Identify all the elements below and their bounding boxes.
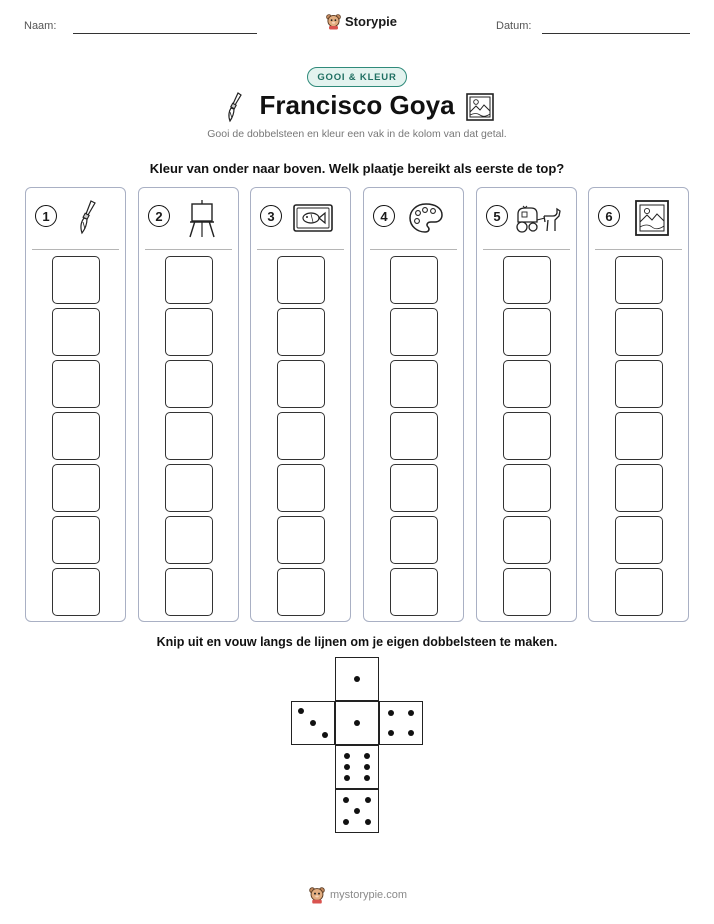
die-pip [322, 732, 328, 738]
column-6 [588, 187, 689, 622]
die-pip [364, 764, 370, 770]
column-1 [25, 187, 126, 622]
activity-badge: GOOI & KLEUR [307, 67, 407, 87]
color-cell[interactable] [390, 360, 438, 408]
storypie-mascot-icon [326, 13, 341, 30]
color-cell[interactable] [165, 412, 213, 460]
name-field[interactable] [73, 33, 257, 34]
date-field[interactable] [542, 33, 690, 34]
die-face-6 [335, 745, 379, 789]
page-title: Francisco Goya [259, 90, 455, 120]
color-cell[interactable] [503, 360, 551, 408]
column-number: 4 [373, 205, 395, 227]
column-number: 5 [486, 205, 508, 227]
color-cell[interactable] [277, 516, 325, 564]
color-cell[interactable] [503, 464, 551, 512]
column-number: 1 [35, 205, 57, 227]
die-pip [408, 710, 414, 716]
column-divider [483, 249, 570, 250]
fish-painting-icon [293, 204, 333, 232]
paintbrush-icon [226, 91, 244, 123]
column-divider [257, 249, 344, 250]
color-cell[interactable] [165, 360, 213, 408]
die-pip [344, 753, 350, 759]
color-cell[interactable] [52, 464, 100, 512]
die-pip [365, 797, 371, 803]
palette-icon [408, 202, 444, 234]
color-cell[interactable] [52, 516, 100, 564]
die-pip [310, 720, 316, 726]
color-cell[interactable] [52, 308, 100, 356]
color-cell[interactable] [165, 464, 213, 512]
color-cell[interactable] [503, 308, 551, 356]
color-cell[interactable] [615, 412, 663, 460]
color-cell[interactable] [615, 516, 663, 564]
color-cell[interactable] [52, 412, 100, 460]
die-pip [344, 775, 350, 781]
color-cell[interactable] [277, 464, 325, 512]
column-3 [250, 187, 351, 622]
die-pip [354, 808, 360, 814]
color-cell[interactable] [52, 256, 100, 304]
die-pip [388, 730, 394, 736]
color-cell[interactable] [503, 568, 551, 616]
die-face-4 [379, 701, 423, 745]
brand-name: Storypie [345, 14, 398, 29]
column-2 [138, 187, 239, 622]
die-pip [343, 819, 349, 825]
landscape-painting-icon [466, 93, 494, 121]
landscape-painting-icon [635, 200, 669, 236]
die-pip [408, 730, 414, 736]
column-number: 3 [260, 205, 282, 227]
column-number: 6 [598, 205, 620, 227]
color-cell[interactable] [52, 360, 100, 408]
color-cell[interactable] [277, 256, 325, 304]
name-label: Naam: [24, 20, 57, 32]
die-pip [388, 710, 394, 716]
subtitle: Gooi de dobbelsteen en kleur een vak in de kolom van dat getal. [207, 128, 507, 140]
column-4 [363, 187, 464, 622]
color-cell[interactable] [615, 464, 663, 512]
column-5 [476, 187, 577, 622]
storypie-mascot-icon [309, 886, 325, 904]
color-cell[interactable] [165, 568, 213, 616]
horse-carriage-icon [515, 204, 561, 234]
easel-icon [187, 199, 217, 239]
color-cell[interactable] [390, 308, 438, 356]
paintbrush-icon [78, 199, 98, 235]
color-cell[interactable] [390, 412, 438, 460]
footer [309, 886, 407, 904]
color-cell[interactable] [165, 308, 213, 356]
color-cell[interactable] [277, 568, 325, 616]
color-cell[interactable] [52, 568, 100, 616]
color-cell[interactable] [615, 568, 663, 616]
color-cell[interactable] [615, 360, 663, 408]
color-cell[interactable] [390, 464, 438, 512]
column-divider [145, 249, 232, 250]
column-divider [32, 249, 119, 250]
die-pip [343, 797, 349, 803]
die-pip [298, 708, 304, 714]
die-pip [354, 676, 360, 682]
color-cell[interactable] [165, 516, 213, 564]
die-pip [344, 764, 350, 770]
footer-url[interactable]: mystorypie.com [330, 889, 408, 901]
color-cell[interactable] [165, 256, 213, 304]
column-divider [370, 249, 457, 250]
color-cell[interactable] [503, 516, 551, 564]
color-cell[interactable] [277, 412, 325, 460]
instruction: Kleur van onder naar boven. Welk plaatje bereikt als eerste de top? [149, 161, 565, 176]
color-cell[interactable] [390, 568, 438, 616]
date-label: Datum: [496, 20, 532, 32]
color-cell[interactable] [615, 308, 663, 356]
die-pip [364, 753, 370, 759]
cut-instruction: Knip uit en vouw langs de lijnen om je eigen dobbelsteen te maken. [156, 635, 558, 649]
column-divider [595, 249, 682, 250]
color-cell[interactable] [503, 256, 551, 304]
die-pip [364, 775, 370, 781]
brand-logo [326, 13, 397, 30]
color-cell[interactable] [277, 360, 325, 408]
column-number: 2 [148, 205, 170, 227]
color-cell[interactable] [277, 308, 325, 356]
die-pip [365, 819, 371, 825]
color-cell[interactable] [390, 256, 438, 304]
die-pip [354, 720, 360, 726]
color-cell[interactable] [615, 256, 663, 304]
color-cell[interactable] [390, 516, 438, 564]
color-cell[interactable] [503, 412, 551, 460]
